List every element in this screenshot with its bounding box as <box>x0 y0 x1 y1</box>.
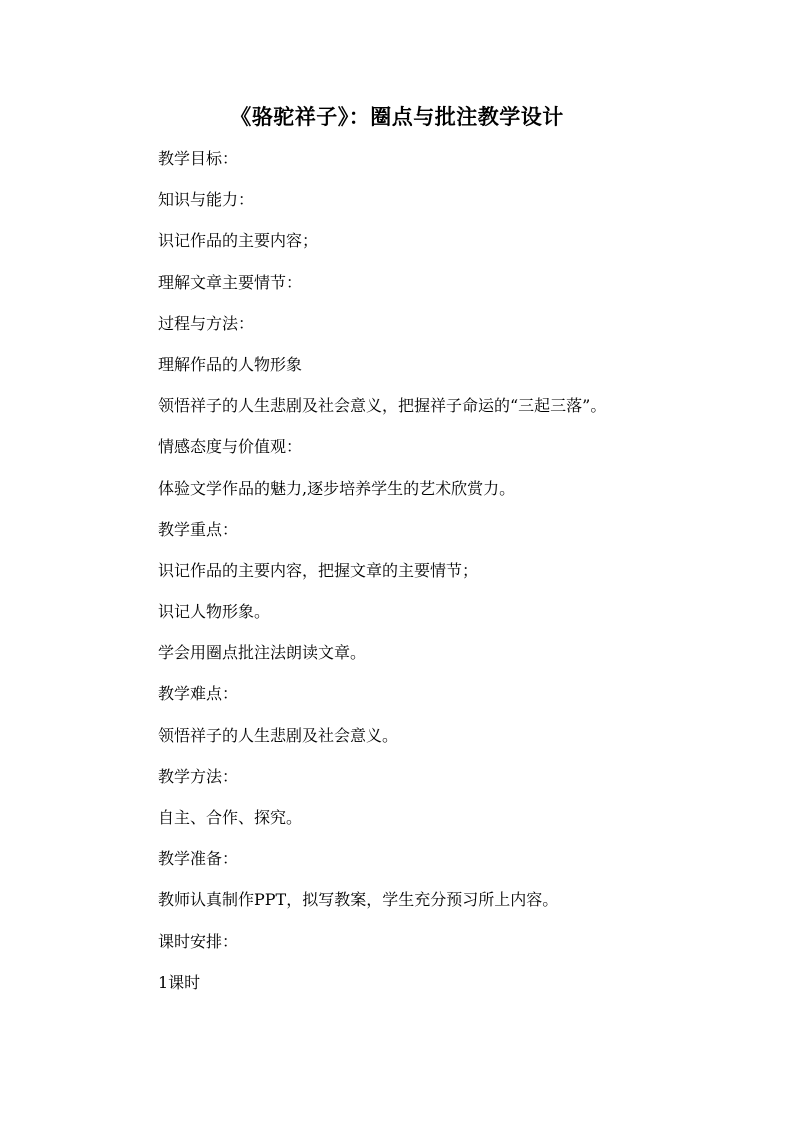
text-line: 识记作品的主要内容，把握文章的主要情节； <box>158 560 479 580</box>
text-line: 学会用圈点批注法朗读文章。 <box>158 643 367 663</box>
heading-teaching-methods: 教学方法： <box>158 766 239 786</box>
heading-key-points: 教学重点： <box>158 519 239 539</box>
text-line: 领悟祥子的人生悲剧及社会意义，把握祥子命运的“三起三落”。 <box>158 396 607 416</box>
subheading-knowledge-ability: 知识与能力： <box>158 190 255 210</box>
document-body <box>158 146 718 1011</box>
heading-difficulties: 教学难点： <box>158 684 239 704</box>
text-line: 教师认真制作PPT，拟写教案，学生充分预习所上内容。 <box>158 890 559 910</box>
text-line: 1课时 <box>158 972 201 992</box>
document-title: 《骆驼祥子》：圈点与批注教学设计 <box>230 104 564 129</box>
heading-teaching-objectives: 教学目标： <box>158 149 239 168</box>
heading-schedule: 课时安排： <box>158 931 239 951</box>
text-line: 自主、合作、探究。 <box>158 808 303 827</box>
text-line: 识记作品的主要内容； <box>158 231 319 251</box>
subheading-emotion-values: 情感态度与价值观： <box>158 437 303 457</box>
text-line: 理解文章主要情节： <box>158 272 303 292</box>
text-line: 体验文学作品的魅力,逐步培养学生的艺术欣赏力。 <box>158 478 516 498</box>
text-line: 识记人物形象。 <box>158 602 271 622</box>
text-line: 理解作品的人物形象 <box>158 354 303 374</box>
subheading-process-method: 过程与方法： <box>158 313 255 333</box>
text-line: 领悟祥子的人生悲剧及社会意义。 <box>158 725 399 745</box>
heading-preparation: 教学准备： <box>158 849 239 869</box>
